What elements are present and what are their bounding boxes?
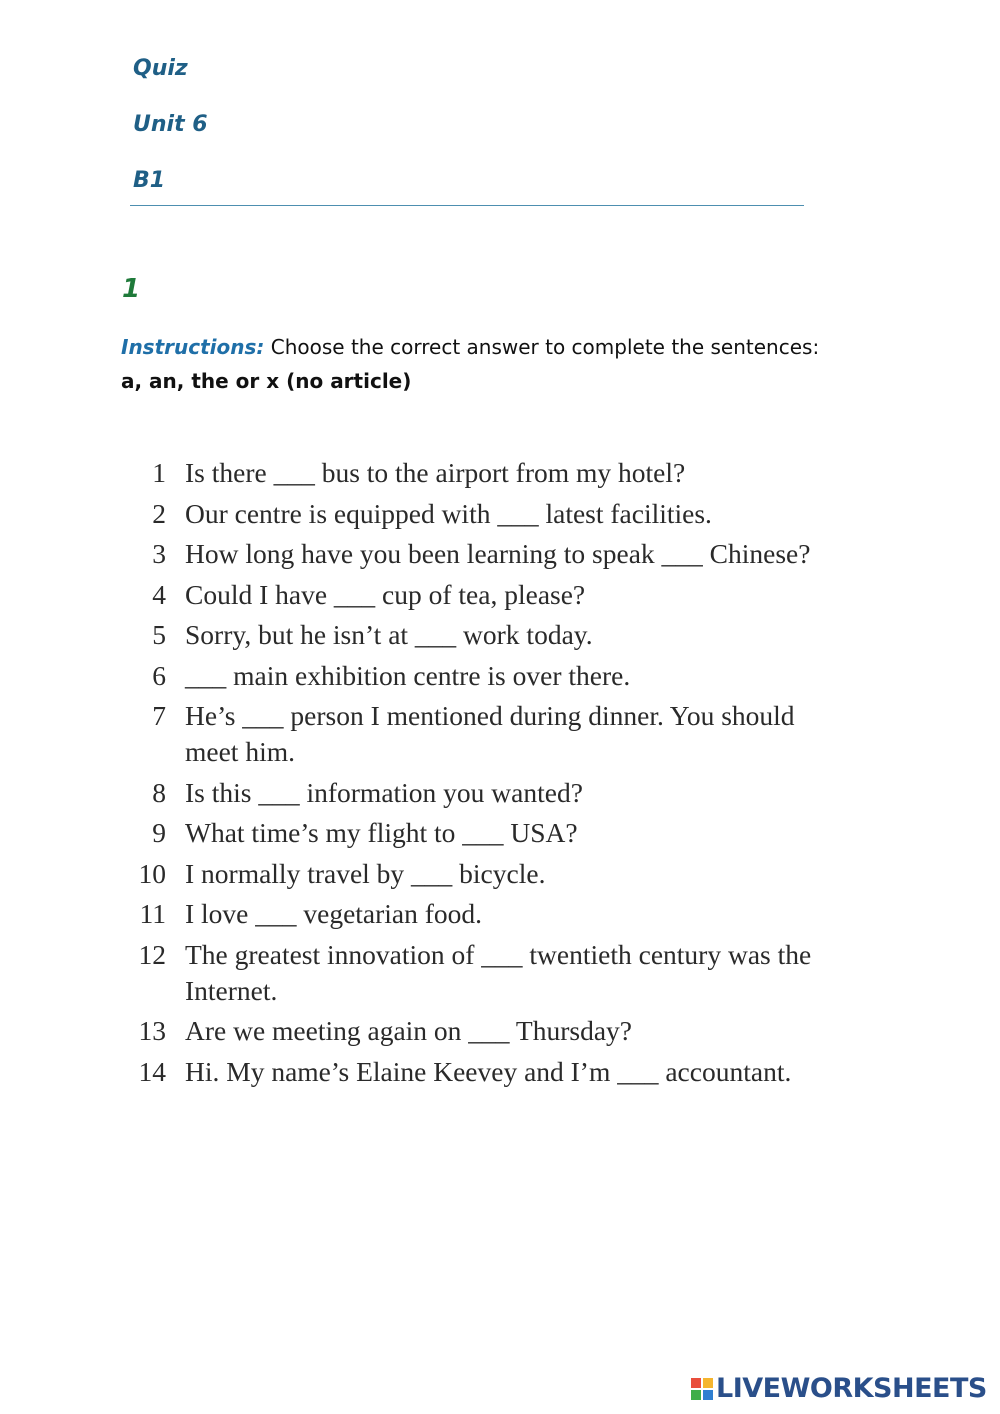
question-item: [128, 937, 848, 1009]
question-number: 3: [152, 538, 166, 569]
header-unit: Unit 6: [133, 112, 208, 137]
question-text: ___ main exhibition centre is over there.: [185, 659, 631, 691]
question-text: Our centre is equipped with ___ latest facilities.: [185, 497, 712, 529]
header: [133, 52, 805, 220]
question-text: Sorry, but he isn’t at ___ work today.: [185, 619, 593, 650]
logo-square: [691, 1390, 701, 1400]
question-number: 11: [139, 898, 166, 929]
question-item: [128, 536, 848, 572]
instructions-options: a, an, the or x (no article): [121, 369, 412, 393]
logo-grid-icon: [691, 1378, 713, 1400]
question-number: 4: [152, 578, 166, 610]
question-number: 2: [152, 497, 166, 529]
question-text: What time’s my flight to ___ USA?: [185, 817, 578, 848]
question-list: [128, 455, 848, 1094]
instructions-text: Choose the correct answer to complete the sentences:: [264, 335, 820, 359]
liveworksheets-logo: [691, 1373, 987, 1404]
question-text: He’s ___ person I mentioned during dinner. You should meet him.: [185, 700, 795, 767]
question-text: The greatest innovation of ___ twentieth century was the Internet.: [185, 938, 812, 1006]
question-item: [128, 1013, 848, 1049]
question-number: 9: [152, 817, 166, 848]
header-divider: [130, 205, 804, 206]
question-item: [128, 658, 848, 694]
logo-square: [703, 1390, 713, 1400]
question-item: [128, 496, 848, 532]
question-number: 14: [138, 1055, 166, 1087]
question-number: 6: [152, 659, 166, 691]
question-text: Could I have ___ cup of tea, please?: [185, 578, 586, 610]
question-number: 7: [152, 700, 166, 731]
header-quiz: Quiz: [133, 56, 188, 81]
logo-square: [703, 1378, 713, 1388]
header-level: B1: [133, 168, 166, 193]
question-text: How long have you been learning to speak ___ Chinese?: [185, 538, 811, 569]
question-number: 8: [152, 776, 166, 808]
logo-text: LIVEWORKSHEETS: [716, 1373, 987, 1404]
instructions: [121, 330, 881, 398]
question-item: [128, 815, 848, 851]
instructions-label: Instructions:: [121, 335, 265, 359]
question-text: Is this ___ information you wanted?: [185, 776, 583, 808]
question-number: 10: [138, 857, 166, 889]
question-item: [128, 856, 848, 892]
question-text: Hi. My name’s Elaine Keevey and I’m ___ accountant.: [185, 1055, 792, 1087]
question-text: Is there ___ bus to the airport from my hotel?: [185, 457, 686, 488]
question-number: 13: [138, 1015, 166, 1046]
question-number: 1: [152, 457, 166, 488]
question-item: [128, 1054, 848, 1090]
question-number: 5: [152, 619, 166, 650]
logo-square: [691, 1378, 701, 1388]
question-item: [128, 455, 848, 491]
question-item: [128, 698, 848, 770]
question-text: Are we meeting again on ___ Thursday?: [185, 1015, 632, 1046]
question-item: [128, 775, 848, 811]
question-item: [128, 617, 848, 653]
question-text: I love ___ vegetarian food.: [185, 898, 483, 929]
question-text: I normally travel by ___ bicycle.: [185, 857, 546, 889]
section-number: 1: [122, 274, 141, 304]
question-number: 12: [138, 938, 166, 970]
question-item: [128, 577, 848, 613]
question-item: [128, 896, 848, 932]
